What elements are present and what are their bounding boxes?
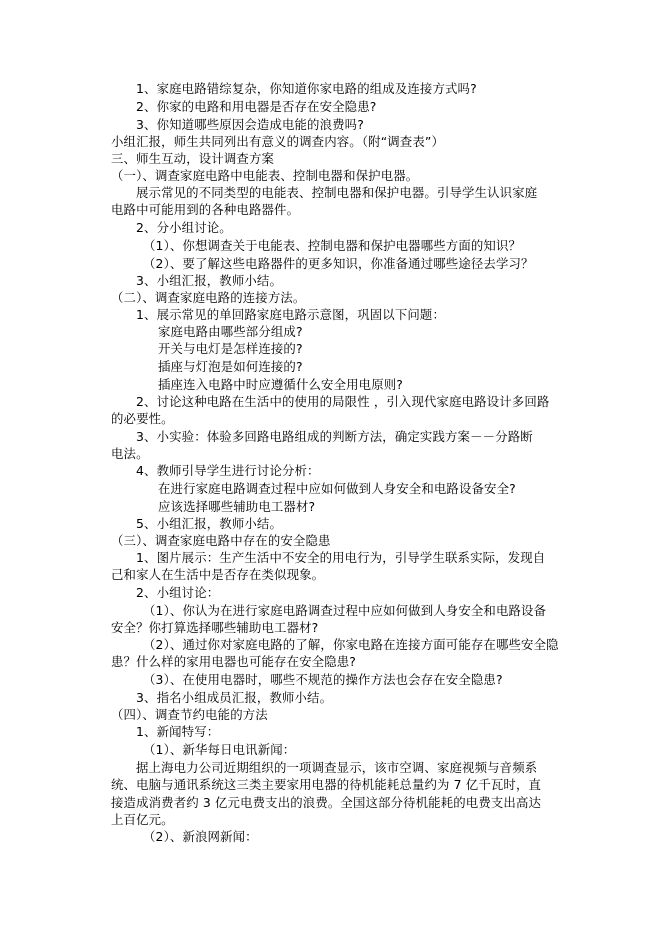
text-line: 家庭电路由哪些部分组成? [158, 324, 303, 339]
text-line: 3、你知道哪些原因会造成电能的浪费吗? [136, 117, 364, 132]
text-line: 展示常见的不同类型的电能表、控制电器和保护电器。引导学生认识家庭 [136, 185, 538, 200]
text-line: 统、电脑与通讯系统这三类主要家用电器的待机能耗总量约为 7 亿千瓦时，直 [111, 777, 542, 792]
text-line: 1、展示常见的单回路家庭电路示意图，巩固以下问题： [136, 307, 446, 322]
text-line: 4、教师引导学生进行讨论分析： [136, 463, 320, 478]
text-line: 2、分小组讨论。 [136, 220, 232, 235]
text-line: 1、家庭电路错综复杂，你知道你家电路的组成及连接方式吗? [136, 81, 477, 96]
text-line: 2、小组讨论： [136, 585, 220, 600]
text-line: （2）、要了解这些电路器件的更多知识，你准备通过哪些途径去学习？ [143, 256, 534, 271]
text-line: 3、小实验：体验多回路电路组成的判断方法，确定实践方案－－分路断 [136, 429, 533, 444]
subsection-heading: （三）、调查家庭电路中存在的安全隐患 [111, 533, 331, 548]
text-line: 插座连入电路中时应遵循什么安全用电原则? [158, 377, 403, 392]
text-line: 1、新闻特写： [136, 724, 220, 739]
text-line: 接造成消费者约 3 亿元电费支出的浪费。全国这部分待机能耗的电费支出高达 [111, 795, 542, 810]
subsection-heading: （一）、调查家庭电路中电能表、控制电器和保护电器。 [111, 168, 419, 183]
text-line: 5、小组汇报，教师小结。 [136, 516, 282, 531]
text-line: 电路中可能用到的各种电路器件。 [111, 202, 300, 217]
text-line: 3、小组汇报，教师小结。 [136, 273, 282, 288]
text-line: （2）、通过你对家庭电路的了解，你家电路在连接方面可能存在哪些安全隐 [143, 637, 559, 652]
text-line: （2）、新浪网新闻： [143, 829, 258, 844]
text-line: 己和家人在生活中是否存在类似现象。 [111, 567, 325, 582]
text-line: 患？什么样的家用电器也可能存在安全隐患? [111, 654, 356, 669]
text-line: 开关与电灯是怎样连接的? [158, 341, 303, 356]
text-line: 小组汇报，师生共同列出有意义的调查内容。（附“调查表”） [111, 134, 444, 149]
section-heading: 三、师生互动，设计调查方案 [111, 151, 275, 166]
text-line: 插座与灯泡是如何连接的? [158, 359, 303, 374]
text-line: 2、讨论这种电路在生活中的使用的局限性 ，引入现代家庭电路设计多回路 [136, 394, 550, 409]
text-line: 电法。 [111, 446, 149, 461]
text-line: 1、图片展示：生产生活中不安全的用电行为，引导学生联系实际，发现自 [136, 550, 546, 565]
text-line: 的必要性。 [111, 411, 174, 426]
text-line: 据上海电力公司近期组织的一项调查显示，该市空调、家庭视频与音频系 [136, 760, 538, 775]
text-line: 安全？你打算选择哪些辅助电工器材? [111, 620, 319, 635]
subsection-heading: （二）、调查家庭电路的连接方法。 [111, 290, 306, 305]
text-line: （3）、在使用电器时，哪些不规范的操作方法也会存在安全隐患? [143, 672, 503, 687]
text-line: 上百亿元。 [111, 812, 174, 827]
text-line: 3、指名小组成员汇报，教师小结。 [136, 690, 333, 705]
text-line: 2、你家的电路和用电器是否存在安全隐患? [136, 99, 377, 114]
subsection-heading: （四）、调查节约电能的方法 [111, 707, 268, 722]
text-line: （1）、你想调查关于电能表、控制电器和保护电器哪些方面的知识？ [143, 238, 522, 253]
text-line: 在进行家庭电路调查过程中应如何做到人身安全和电路设备安全? [158, 481, 516, 496]
text-line: 应该选择哪些辅助电工器材? [158, 499, 316, 514]
text-line: （1）、你认为在进行家庭电路调查过程中应如何做到人身安全和电路设备 [143, 603, 547, 618]
text-line: （1）、新华每日电讯新闻： [143, 742, 296, 757]
